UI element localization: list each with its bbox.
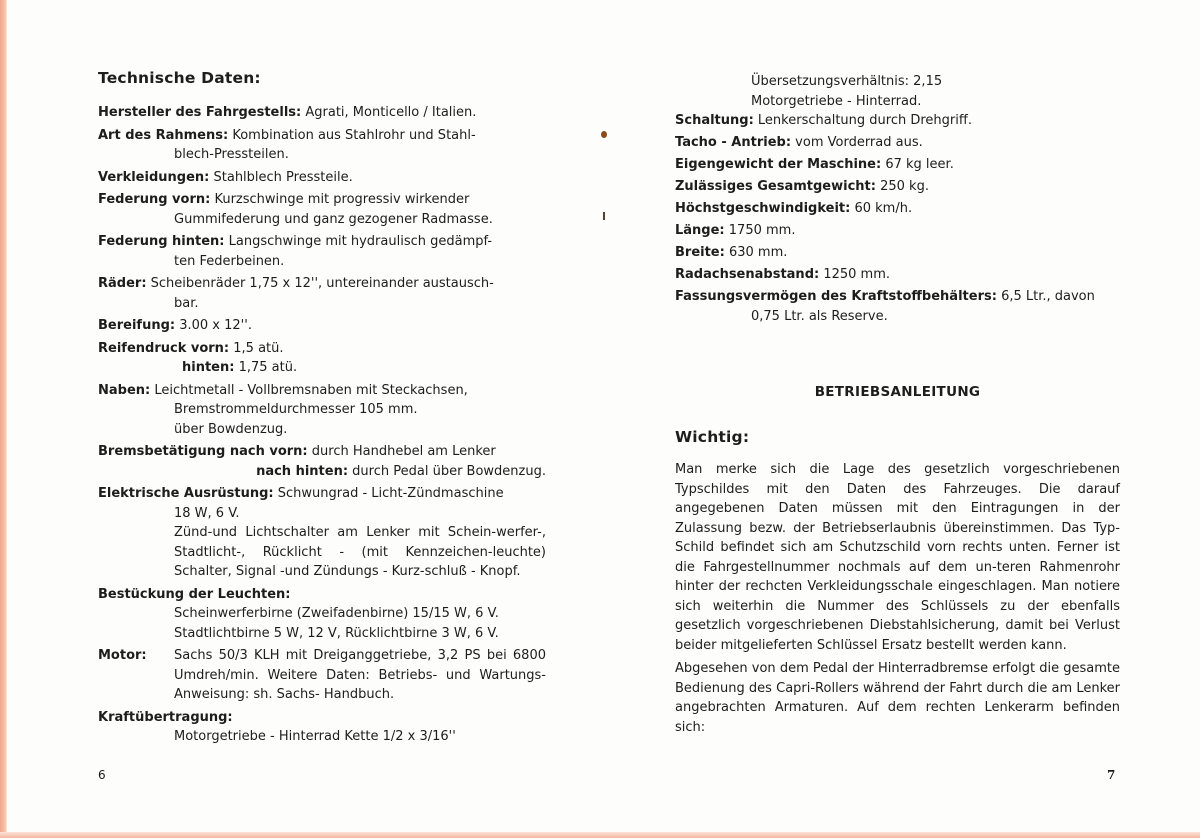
spec-label: Zulässiges Gesamtgewicht: (675, 179, 876, 194)
spec-label: Hersteller des Fahrgestells: (98, 105, 302, 120)
spec-continuation: bar. (174, 295, 199, 311)
spec-label: Eigengewicht der Maschine: (675, 157, 882, 172)
spec-value: Schwungrad - Licht-Zündmaschine (277, 486, 504, 501)
spec-item (675, 243, 1120, 263)
spec-item (675, 133, 1120, 153)
spec-item (98, 274, 546, 313)
page-edge-left (0, 0, 7, 838)
spec-value: Agrati, Monticello / Italien. (305, 105, 477, 120)
spec-label: Breite: (675, 245, 725, 260)
spec-label: Fassungsvermögen des Kraftstoffbehälters: (675, 289, 997, 304)
spec-item (675, 111, 1120, 131)
spec-value: Langschwinge mit hydraulisch gedämpf- (228, 234, 493, 249)
spec-sub-value: durch Pedal über Bowdenzug. (352, 463, 546, 479)
spec-label: Federung hinten: (98, 234, 225, 249)
spec-item (98, 103, 546, 123)
spec-continuation: Motorgetriebe - Hinterrad. (751, 93, 922, 109)
spec-item (675, 199, 1120, 219)
spec-continuation: blech-Pressteilen. (174, 147, 289, 162)
spec-value: Lenkerschaltung durch Drehgriff. (757, 113, 972, 128)
spec-item (98, 339, 546, 378)
spec-item (98, 232, 546, 271)
spec-sub-row (98, 358, 546, 378)
spec-label: Art des Rahmens: (98, 127, 229, 143)
spec-label: Naben: (98, 382, 151, 398)
spec-continuation: über Bowdenzug. (174, 421, 288, 437)
spec-label: Reifendruck vorn: (98, 340, 230, 356)
spec-label: Räder: (98, 276, 147, 291)
spec-sub-label: hinten: (182, 360, 235, 375)
spec-value: Scheibenräder 1,75 x 12'', untereinander austausch- (150, 276, 494, 291)
technical-data-title: Technische Daten: (98, 69, 261, 87)
spec-item (98, 126, 546, 165)
spec-label: Radachsenabstand: (675, 267, 820, 282)
spec-item (98, 316, 546, 336)
spec-value: 250 kg. (880, 179, 929, 194)
spec-item (98, 484, 546, 582)
spec-continuation: Übersetzungsverhältnis: 2,15 (751, 74, 943, 89)
spec-label: Motor: (98, 648, 147, 663)
spec-continuation: ten Federbeinen. (174, 253, 285, 269)
spec-continuation: Gummifederung und ganz gezogener Radmasse. (174, 211, 493, 227)
gutter-spot (601, 131, 607, 138)
spec-label: Bremsbetätigung nach vorn: (98, 444, 308, 459)
spec-value: 60 km/h. (854, 201, 913, 216)
spec-continuation: Scheinwerferbirne (Zweifadenbirne) 15/15 W, 6 V. (174, 606, 499, 621)
spec-item (98, 381, 546, 440)
gutter-mark (603, 212, 605, 220)
spec-list (98, 103, 546, 750)
spec-continuation: Stadtlichtbirne 5 W, 12 V, Rücklichtbirne 3 W, 6 V. (174, 625, 499, 641)
spec-label: Höchstgeschwindigkeit: (675, 201, 851, 216)
page-number-left: 6 (98, 768, 106, 782)
spec-value: durch Handhebel am Lenker (311, 444, 496, 459)
spec-value: 1250 mm. (823, 267, 891, 282)
spec-sub-value: 1,75 atü. (238, 360, 298, 375)
paragraph: Man merke sich die Lage des gesetzlich vorgeschriebenen Typschildes mit den Daten des Fahrzeuges. Die darauf angegebenen Daten müssen mit den Eintragungen in der Zulassung bezw. der Betriebserlaubnis übereinstimmen. Das Typ-Schild befindet sich am Schutzschild vorn rechts unten. Ferner ist die Fahrgestellnummer nochmals auf dem un-teren Rahmenrohr hinter der rechcten Verkleidungsschale eingeschlagen. Man notiere sich weiterhin die Nummer des Schlüssels zu der ebenfalls gesetzlich vorgeschriebenen Diebstahlsicherung, damit bei Verlust beider mitgelieferten Schlüssel Ersatz bestellt werden kann. (675, 462, 1120, 653)
spec-continuation: Motorgetriebe - Hinterrad Kette 1/2 x 3/16'' (174, 729, 456, 744)
spec-continuation: Bremstrommeldurchmesser 105 mm. (174, 402, 418, 417)
spec-value: 1,5 atü. (233, 340, 284, 356)
spec-label: Bereifung: (98, 318, 176, 333)
spec-item (98, 442, 546, 481)
page-number-right: 7 (1107, 768, 1116, 782)
spec-value: Stahlblech Pressteile. (213, 169, 353, 185)
spec-value: Leichtmetall - Vollbremsnaben mit Steckachsen, (154, 382, 468, 398)
spec-item (675, 221, 1120, 241)
spec-value: Kombination aus Stahlrohr und Stahl- (232, 127, 476, 143)
spec-item (98, 646, 546, 705)
spec-label: Verkleidungen: (98, 169, 210, 185)
spec-value: 630 mm. (728, 245, 788, 260)
section-title: BETRIEBSANLEITUNG (814, 384, 981, 400)
spec-label: Elektrische Ausrüstung: (98, 486, 274, 501)
page-edge-bottom (0, 832, 1200, 838)
spec-item (98, 585, 546, 644)
spec-label: Tacho - Antrieb: (675, 135, 792, 150)
spec-label: Kraftübertragung: (98, 709, 233, 725)
body-text (675, 460, 1120, 741)
spec-value: vom Vorderrad aus. (795, 135, 923, 150)
spec-sub-label: nach hinten: (256, 463, 349, 479)
spec-continuation: Zünd-und Lichtschalter am Lenker mit Schein-werfer-, Stadtlicht-, Rücklicht - (mit Kennzeichen-leuchte) Schalter, Signal -und Zündungs - Kurz-schluß - Knopf. (174, 525, 546, 579)
spec-item (98, 708, 546, 747)
spec-item (675, 287, 1120, 326)
spec-value: 6,5 Ltr., davon (1001, 289, 1095, 304)
spec-item (675, 265, 1120, 285)
spec-value: 3.00 x 12''. (179, 318, 252, 333)
spec-sub-row (98, 462, 546, 482)
spec-item (98, 190, 546, 229)
spec-list-continued (675, 72, 1120, 329)
spec-item (675, 177, 1120, 197)
spec-label: Federung vorn: (98, 192, 211, 207)
spec-value: 1750 mm. (728, 223, 796, 238)
spec-continuation: 0,75 Ltr. als Reserve. (751, 308, 888, 324)
spec-label: Bestückung der Leuchten: (98, 586, 291, 602)
subsection-title: Wichtig: (675, 428, 750, 446)
spec-value: 67 kg leer. (885, 157, 954, 172)
spec-item (98, 168, 546, 188)
spec-label: Schaltung: (675, 113, 754, 128)
spec-label: Länge: (675, 223, 725, 238)
spec-item (675, 155, 1120, 175)
spec-value: Kurzschwinge mit progressiv wirkender (214, 192, 470, 207)
paragraph: Abgesehen von dem Pedal der Hinterradbremse erfolgt die gesamte Bedienung des Capri-Rollers während der Fahrt durch die am Lenker angebrachten Armaturen. Auf dem rechten Lenkerarm befinden sich: (675, 661, 1120, 735)
spec-value: Sachs 50/3 KLH mit Dreiganggetriebe, 3,2 PS bei 6800 Umdreh/min. Weitere Daten: Betriebs- und Wartungs-Anweisung: sh. Sachs- Handbuch. (174, 648, 546, 702)
spec-continuation: 18 W, 6 V. (174, 505, 240, 521)
